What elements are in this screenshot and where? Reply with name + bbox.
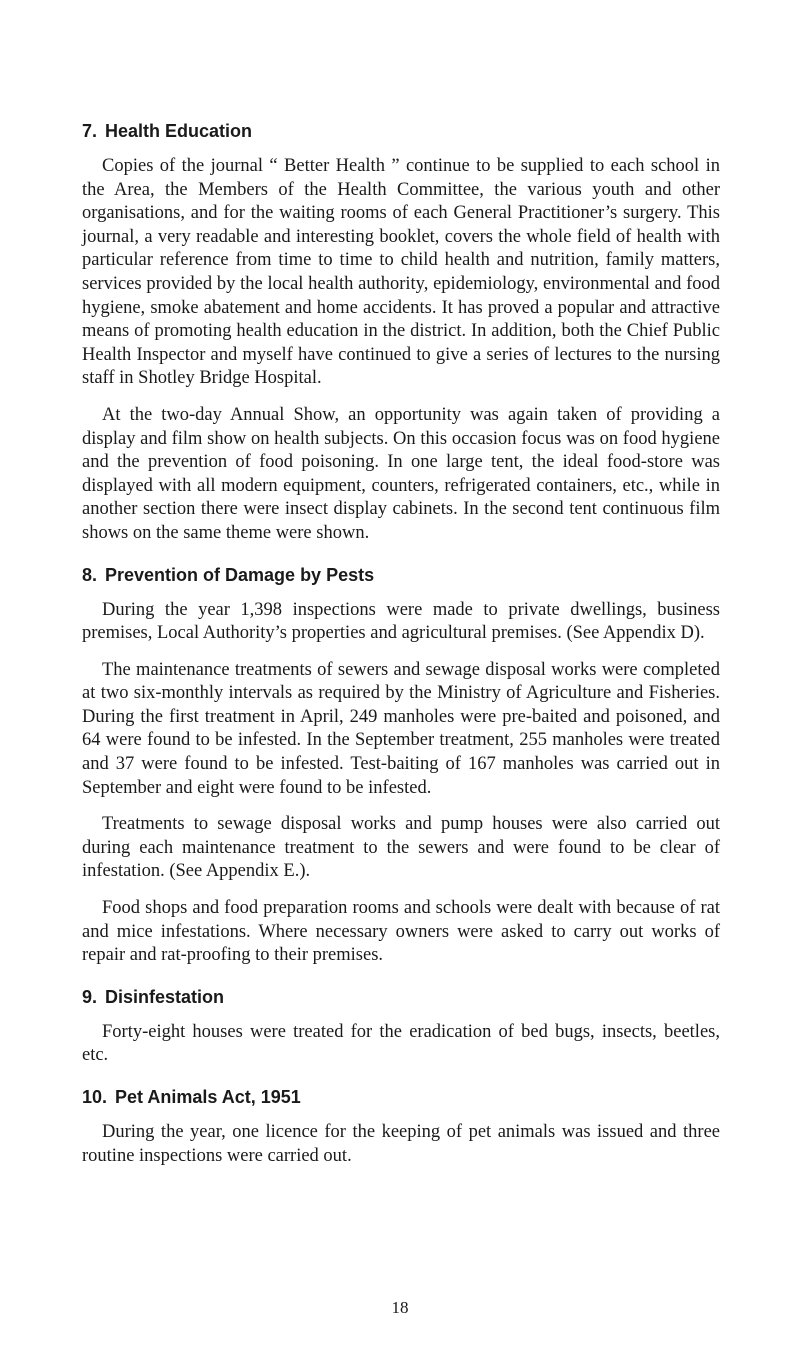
page-number: 18 [391,1298,409,1317]
section-prevention-of-damage-by-pests [82,564,720,968]
section-number: 9. [82,986,98,1007]
paragraph: During the year, one licence for the keeping of pet animals was issued and three routine inspections were carried out. [82,1122,720,1166]
section-health-education [82,120,720,546]
section-title: Disinfestation [105,986,225,1007]
paragraph: During the year 1,398 inspections were made to private dwellings, business premises, Local Authority’s properties and agricultural premises. (See Appendix D). [82,599,720,644]
section-pet-animals-act [82,1086,720,1168]
paragraph: Copies of the journal “ Better Health ” continue to be supplied to each school in the Area, the Members of the Health Committee, the various youth and other organisations, and for the waiting rooms of each General Practitioner’s surgery. This journal, a very readable and interesting booklet, covers the whole field of health with particular reference from time to time to child health and nutrition, family matters, services provided by the local health authority, epidemiology, environmental and food hygiene, smoke abatement and home accidents. It has proved a popular and attractive means of promoting health education in the district. In addition, both the Chief Public Health Inspector and myself have continued to give a series of lectures to the nursing staff in Shotley Bridge Hospital. [82,156,720,389]
section-heading [82,1086,720,1108]
section-title: Pet Animals Act, 1951 [115,1087,301,1107]
section-heading [82,564,720,586]
section-number: 10. [82,1087,108,1107]
document-page [82,120,720,1186]
section-title: Prevention of Damage by Pests [105,564,375,585]
paragraph: At the two-day Annual Show, an opportunity was again taken of providing a display and film show on health subjects. On this occasion focus was on food hygiene and the prevention of food poisoning. In one large tent, the ideal food-store was displayed with all modern equipment, counters, refrigerated containers, etc., while in another section there were insect display cabinets. In the second tent continuous film shows on the same theme were shown. [82,404,720,543]
section-number: 7. [82,121,98,141]
paragraph: Food shops and food preparation rooms and schools were dealt with because of rat and mice infestations. Where necessary owners were asked to carry out works of repair and rat-proofing to their premises. [82,898,720,966]
section-heading [82,986,720,1008]
paragraph: The maintenance treatments of sewers and sewage disposal works were completed at two six-monthly intervals as required by the Ministry of Agriculture and Fisheries. During the first treatment in April, 249 manholes were pre-baited and poisoned, and 64 were found to be infested. In the September treatment, 255 manholes were treated and 37 were found to be infested. Test-baiting of 167 manholes was carried out in September and eight were found to be infested. [82,659,720,798]
section-number: 8. [82,564,98,585]
section-title: Health Education [105,121,253,141]
paragraph: Forty-eight houses were treated for the eradication of bed bugs, insects, beetles, etc. [82,1021,720,1066]
paragraph: Treatments to sewage disposal works and pump houses were also carried out during each maintenance treatment to the sewers and were found to be clear of infestation. (See Appendix E.). [82,814,720,882]
section-disinfestation [82,986,720,1068]
section-heading [82,120,720,142]
